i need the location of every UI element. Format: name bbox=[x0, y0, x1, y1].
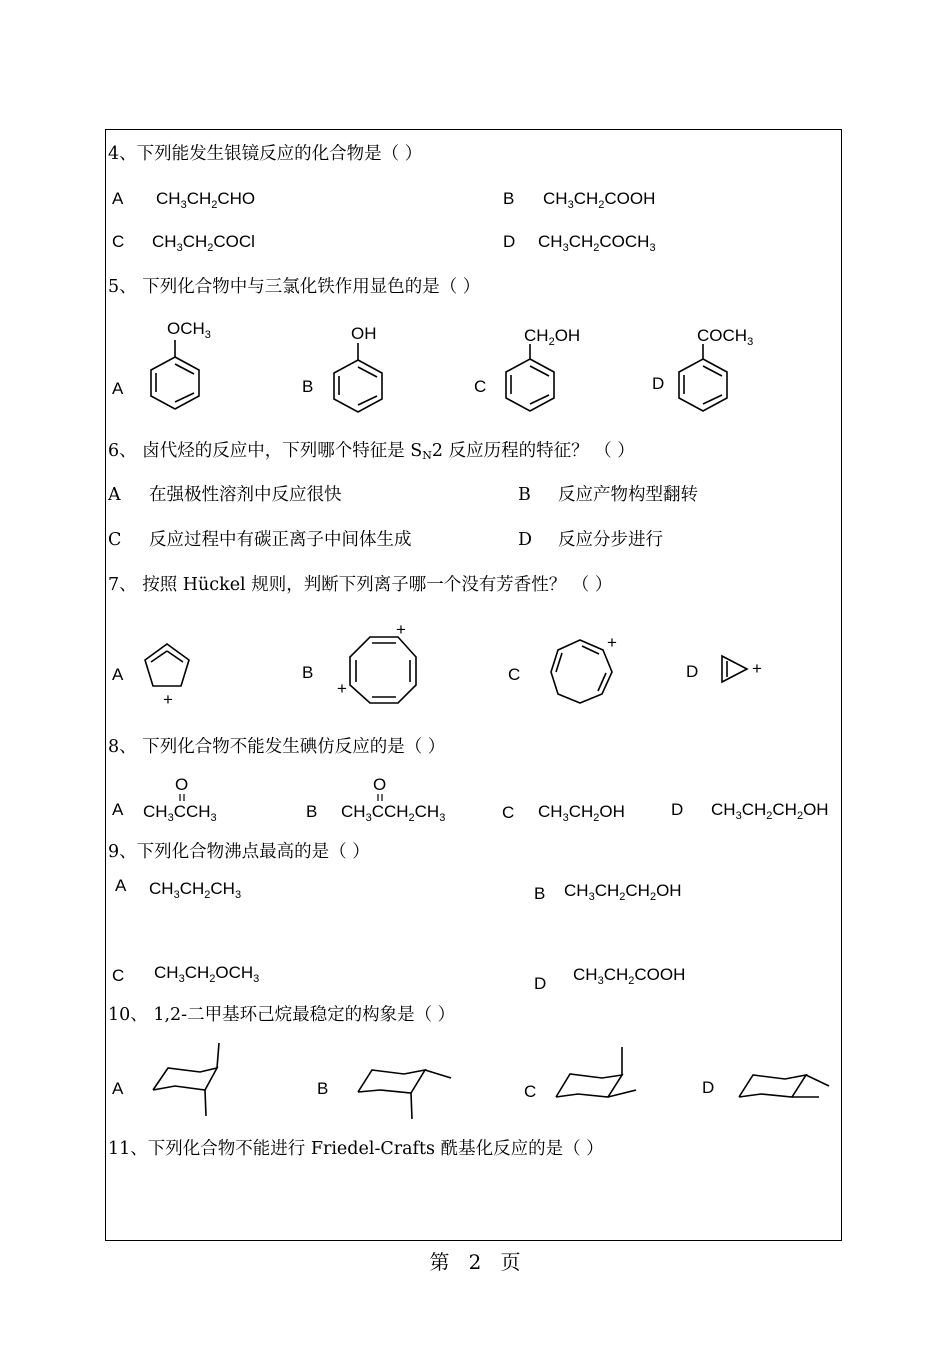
q7-stem: 7、 按照 Hückel 规则，判断下列离子哪一个没有芳香性？ （ ） bbox=[108, 575, 613, 595]
q7-option-c-label: C bbox=[508, 665, 521, 684]
q9-stem: 9、下列化合物沸点最高的是（ ） bbox=[108, 842, 370, 862]
q8-option-d-formula: $CH_3CH_2CH_2OH$ bbox=[711, 800, 829, 822]
cation-charge-c: + bbox=[607, 633, 617, 652]
q6-option-a-label: A bbox=[108, 485, 121, 505]
q8-option-c-label: C bbox=[502, 803, 515, 822]
q6-option-d-label: D bbox=[518, 530, 533, 550]
q9-option-c-formula: $CH_3CH_2OCH_3$ bbox=[154, 963, 260, 985]
q8-option-a-label: A bbox=[112, 800, 124, 819]
q4-option-a-label: A bbox=[112, 189, 124, 208]
q4-option-c-label: C bbox=[112, 232, 125, 251]
q10-option-a-label: A bbox=[112, 1079, 124, 1098]
q4-option-a-formula: $CH_3CH_2CHO$ bbox=[156, 189, 256, 211]
q7-option-d-label: D bbox=[686, 662, 699, 681]
q7-option-a-label: A bbox=[112, 665, 124, 684]
q10-option-c-label: C bbox=[524, 1082, 537, 1101]
q9-option-c-label: C bbox=[112, 966, 125, 985]
q4-stem: 4、下列能发生银镜反应的化合物是（ ） bbox=[108, 144, 423, 164]
q9-option-b-label: B bbox=[534, 884, 546, 903]
q4-option-d-label: D bbox=[503, 232, 516, 251]
chair-a bbox=[153, 1043, 219, 1116]
chair-b bbox=[358, 1070, 451, 1119]
q8-option-a-formula: $CH_3CCH_3$ bbox=[143, 802, 217, 824]
q8-option-c-formula: $CH_3CH_2OH$ bbox=[538, 802, 625, 824]
q5-option-a-label: A bbox=[112, 379, 124, 398]
q7-option-b-label: B bbox=[302, 663, 314, 682]
q10-stem: 10、 1,2-二甲基环己烷最稳定的构象是（ ） bbox=[108, 1005, 456, 1025]
q6-option-b-text: 反应产物构型翻转 bbox=[558, 485, 698, 505]
q8-a-oxygen: O bbox=[175, 775, 189, 794]
q6-option-d-text: 反应分步进行 bbox=[558, 530, 663, 550]
q8-b-oxygen: O bbox=[373, 775, 387, 794]
q9-option-a-formula: $CH_3CH_2CH_3$ bbox=[149, 879, 242, 901]
q9-option-a-label: A bbox=[115, 876, 127, 895]
q5-stem: 5、 下列化合物中与三氯化铁作用显色的是（ ） bbox=[108, 277, 481, 297]
q11-stem: 11、下列化合物不能进行 Friedel-Crafts 酰基化反应的是（ ） bbox=[108, 1139, 604, 1159]
q8-stem: 8、 下列化合物不能发生碘仿反应的是（ ） bbox=[108, 737, 446, 757]
q10-option-d-label: D bbox=[702, 1078, 715, 1097]
q9-option-d-formula: $CH_3CH_2COOH$ bbox=[573, 965, 686, 987]
q6-stem: 6、 卤代烃的反应中，下列哪个特征是 SN2 反应历程的特征？ （ ） bbox=[108, 441, 635, 462]
cation-charge-b1: + bbox=[396, 620, 406, 639]
q5-a-substituent: $OCH_3$ bbox=[167, 319, 211, 341]
q10-option-b-label: B bbox=[317, 1079, 329, 1098]
q4-option-d-formula: $CH_3CH_2COCH_3$ bbox=[538, 232, 656, 254]
q6-option-a-text: 在强极性溶剂中反应很快 bbox=[149, 485, 342, 505]
q9-option-d-label: D bbox=[534, 974, 547, 993]
page-number: 第 2 页 bbox=[429, 1250, 521, 1274]
q6-option-b-label: B bbox=[518, 485, 531, 505]
q6-option-c-label: C bbox=[108, 530, 122, 550]
q4-option-b-formula: $CH_3CH_2COOH$ bbox=[543, 189, 656, 211]
chair-d bbox=[739, 1075, 829, 1097]
q5-option-d-label: D bbox=[652, 374, 665, 393]
q8-option-b-label: B bbox=[306, 802, 318, 821]
q9-option-b-formula: $CH_3CH_2CH_2OH$ bbox=[564, 881, 682, 903]
q8-option-d-label: D bbox=[671, 800, 684, 819]
q5-option-b-label: B bbox=[302, 377, 314, 396]
q6-option-c-text: 反应过程中有碳正离子中间体生成 bbox=[149, 530, 412, 550]
cation-charge-d: + bbox=[752, 659, 762, 678]
q5-c-substituent: $CH_2OH$ bbox=[524, 326, 581, 348]
cation-charge-b2: + bbox=[337, 679, 347, 698]
q4-option-c-formula: $CH_3CH_2COCl$ bbox=[152, 232, 255, 254]
cation-charge-a: + bbox=[163, 690, 173, 709]
q5-d-substituent: $COCH_3$ bbox=[697, 326, 754, 348]
chair-c bbox=[556, 1047, 636, 1097]
q4-option-b-label: B bbox=[503, 189, 515, 208]
q8-option-b-formula: $CH_3CCH_2CH_3$ bbox=[341, 802, 446, 824]
q5-b-substituent: OH bbox=[351, 324, 377, 343]
q5-option-c-label: C bbox=[474, 377, 487, 396]
